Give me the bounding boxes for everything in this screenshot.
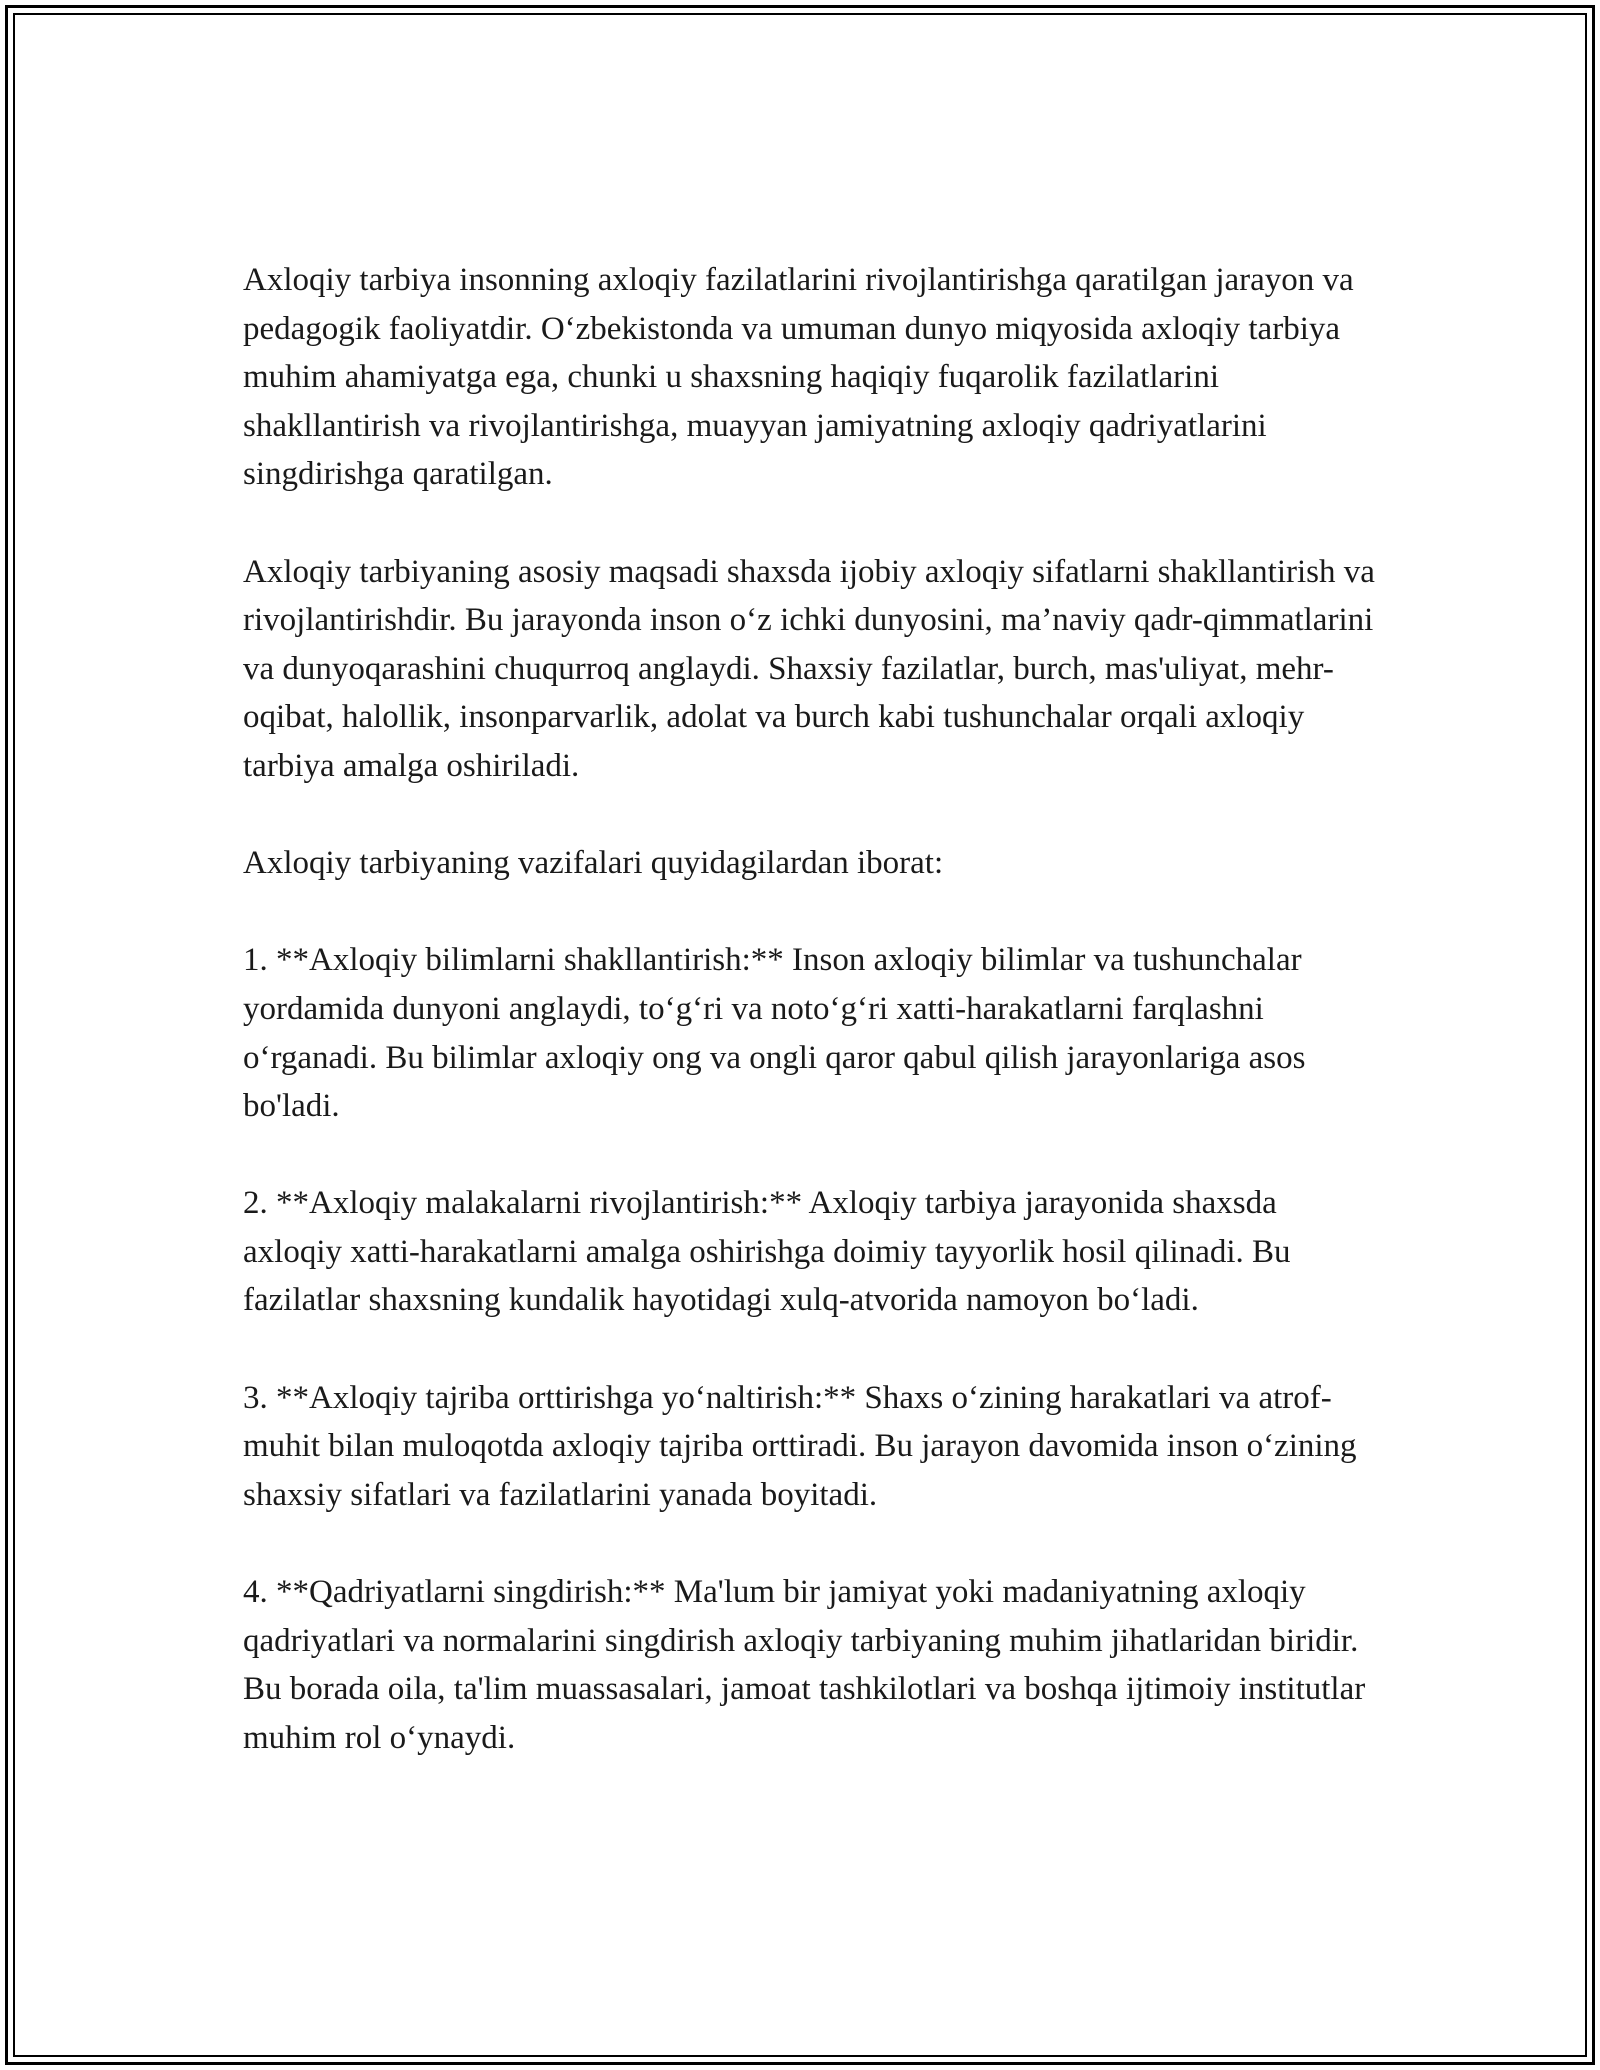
list-item-task-4: 4. **Qadriyatlarni singdirish:** Ma'lum bir jamiyat yoki madaniyatning axloqiy qadriyatlari va normalarini singdirish axloqiy tarbiyaning muhim jihatlaridan biridir. Bu borada oila, ta'lim muassasalari, jamoat tashkilotlari va boshqa ijtimoiy institutlar muhim rol o‘ynaydi. — [243, 1574, 1366, 1756]
list-item-task-1: 1. **Axloqiy bilimlarni shakllantirish:** Inson axloqiy bilimlar va tushunchalar yordamida dunyoni anglaydi, to‘g‘ri va noto‘g‘ri xatti-harakatlarni farqlashni o‘rganadi. Bu bilimlar axloqiy ong va ongli qaror qabul qilish jarayonlariga asos bo'ladi. — [243, 942, 1306, 1125]
paragraph-intro: Axloqiy tarbiya insonning axloqiy fazilatlarini rivojlantirishga qaratilgan jarayon va pedagogik faoliyatdir. O‘zbekistonda va umuman dunyo miqyosida axloqiy tarbiya muhim ahamiyatga ega, chunki u shaxsning haqiqiy fuqarolik fazilatlarini shakllantirish va rivojlantirishga, muayyan jamiyatning axloqiy qadriyatlarini singdirishga qaratilgan. — [243, 262, 1354, 493]
list-item-task-3: 3. **Axloqiy tajriba orttirishga yo‘naltirish:** Shaxs o‘zining harakatlari va atrof-muhit bilan muloqotda axloqiy tajriba orttiradi. Bu jarayon davomida inson o‘zining shaxsiy sifatlari va fazilatlarini yanada boyitadi. — [243, 1379, 1357, 1513]
document-body — [243, 256, 1383, 1762]
paragraph-tasks-heading: Axloqiy tarbiyaning vazifalari quyidagilardan iborat: — [243, 845, 944, 882]
list-item-task-2: 2. **Axloqiy malakalarni rivojlantirish:** Axloqiy tarbiya jarayonida shaxsda axloqiy xatti-harakatlarni amalga oshirishga doimiy tayyorlik hosil qilinadi. Bu fazilatlar shaxsning kundalik hayotidagi xulq-atvorida namoyon bo‘ladi. — [243, 1185, 1291, 1319]
page-frame — [5, 5, 1595, 2065]
paragraph-main-goal: Axloqiy tarbiyaning asosiy maqsadi shaxsda ijobiy axloqiy sifatlarni shakllantirish va rivojlantirishdir. Bu jarayonda inson o‘z ichki dunyosini, ma’naviy qadr-qimmatlarini va dunyoqarashini chuqurroq anglaydi. Shaxsiy fazilatlar, burch, mas'uliyat, mehr-oqibat, halollik, insonparvarlik, adolat va burch kabi tushunchalar orqali axloqiy tarbiya amalga oshiriladi. — [243, 553, 1375, 784]
